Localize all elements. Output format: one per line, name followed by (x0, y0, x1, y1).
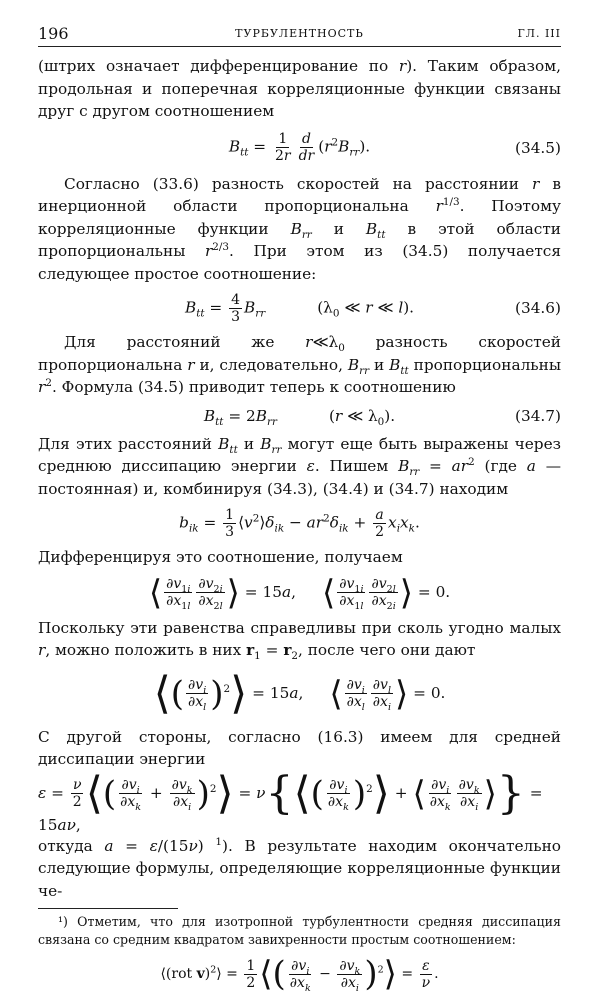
equation-number: (34.5) (515, 138, 561, 157)
footnote: ¹) Отметим, что для изотропной турбулентности средняя диссипация связана со средним квадратом завихренности простым соотношением: (38, 914, 561, 947)
equation-34-6: $B_{tt}$ = $\frac{4}{3}$ $B_{rr}$ ($\lambda_0$ ≪ r ≪ l). (34.6) (184, 291, 561, 325)
equation-squared: ⟨( $\frac{\partial v_i}{\partial x_l}$ )$^2$⟩ = 15a, ⟨ $\frac{\partial v_i}{\partial x_l}$ $\frac{\partial v_l}{\partial x_i}$ ⟩ = 0. (153, 667, 446, 719)
equation-number: (34.7) (515, 406, 561, 425)
equation-dissipation: ε = $\frac{\nu}{2}$ ⟨( $\frac{\partial v_i}{\partial x_k}$ + $\frac{\partial v_k}{\partial x_i}$ )$^2$⟩ = ν{⟨( $\frac{\partial v_i}{\partial x_k}$ )$^2$⟩ + ⟨ $\frac{\partial v_i}{\partial x_k}$ $\frac{\partial v_k}{\partial x_i}$ ⟩} = 15aν, (38, 767, 543, 834)
equation-number: (34.6) (515, 299, 561, 317)
chapter-label: ГЛ. III (517, 27, 561, 40)
running-title: ТУРБУЛЕНТНОСТЬ (235, 27, 364, 40)
paragraph-1: (штрих означает дифференцирование по r). Таким образом, продольная и поперечная корреляционные функции связаны друг с другом соотношением (38, 57, 561, 120)
paragraph-2: Согласно (33.6) разность скоростей на расстоянии r в инерционной области пропорциональна $r^{1/3}$. Поэтому корреляционные функции $B_{rr}$ и $B_{tt}$ в этой области пропорциональны $r^{2/3}$. При этом из (34.5) получается следующее простое соотношение: (38, 174, 562, 283)
equation-34-7: $B_{tt} = 2B_{rr}$ (r ≪ $\lambda_0$). (34.7) (203, 406, 561, 428)
paragraph-4: Для этих расстояний $B_{tt}$ и $B_{rr}$ могут еще быть выражены через среднюю диссипацию энергии ε. Пишем $B_{rr} = ar^2$ (где a — постоянная) и, комбинируя (34.3), (34.4) и (34.7) находим (38, 434, 561, 498)
paragraph-5: Дифференцируя это соотношение, получаем (38, 548, 403, 566)
running-header (38, 22, 561, 47)
page (38, 22, 561, 999)
footnote-rule (38, 908, 178, 909)
equation-34-5: $B_{tt}$ = $\frac{1}{2r}$ $\frac{d}{dr}$ $(r^2B_{rr})$. (34.5) (228, 131, 561, 164)
paragraph-3: Для расстояний же $r≪\lambda_0$ разность скоростей пропорциональна r и, следовательно, $B_{rr}$ и $B_{tt}$ пропорциональны $r^2$. Формула (34.5) приводит теперь к соотношению (38, 333, 562, 396)
equation-b-ik: $b_{ik}$ = $\frac{1}{3}$ $⟨v^2⟩\delta_{ik} - ar^2\delta_{ik}$ + $\frac{a}{2}$ $x_ix_k$. (179, 506, 420, 540)
paragraph-6: Поскольку эти равенства справедливы при сколь угодно малых r, можно положить в них $r_1 = r_2$, после чего они дают (38, 618, 561, 663)
paragraph-8: откуда a = ε/(15ν) $^1$). В результате находим окончательно следующие формулы, определяющие корреляционные функции че- (38, 835, 561, 900)
equation-derivatives: ⟨ $\frac{\partial v_{1i}}{\partial x_{1l}}$ $\frac{\partial v_{2i}}{\partial x_{2l}}$ ⟩ = 15a, ⟨ $\frac{\partial v_{1i}}{\partial x_{1l}}$ $\frac{\partial v_{2l}}{\partial x_{2i}}$ ⟩ = 0. (148, 572, 451, 613)
equation-footnote: ⟨(rot v)$^2$⟩ = $\frac{1}{2}$ ⟨( $\frac{\partial v_i}{\partial x_k}$ − $\frac{\partial v_k}{\partial x_i}$ )$^2$⟩ = $\frac{\varepsilon}{\nu}$ . (160, 954, 439, 994)
paragraph-7: С другой стороны, согласно (16.3) имеем для средней диссипации энергии (38, 727, 561, 768)
page-number: 196 (38, 24, 69, 43)
